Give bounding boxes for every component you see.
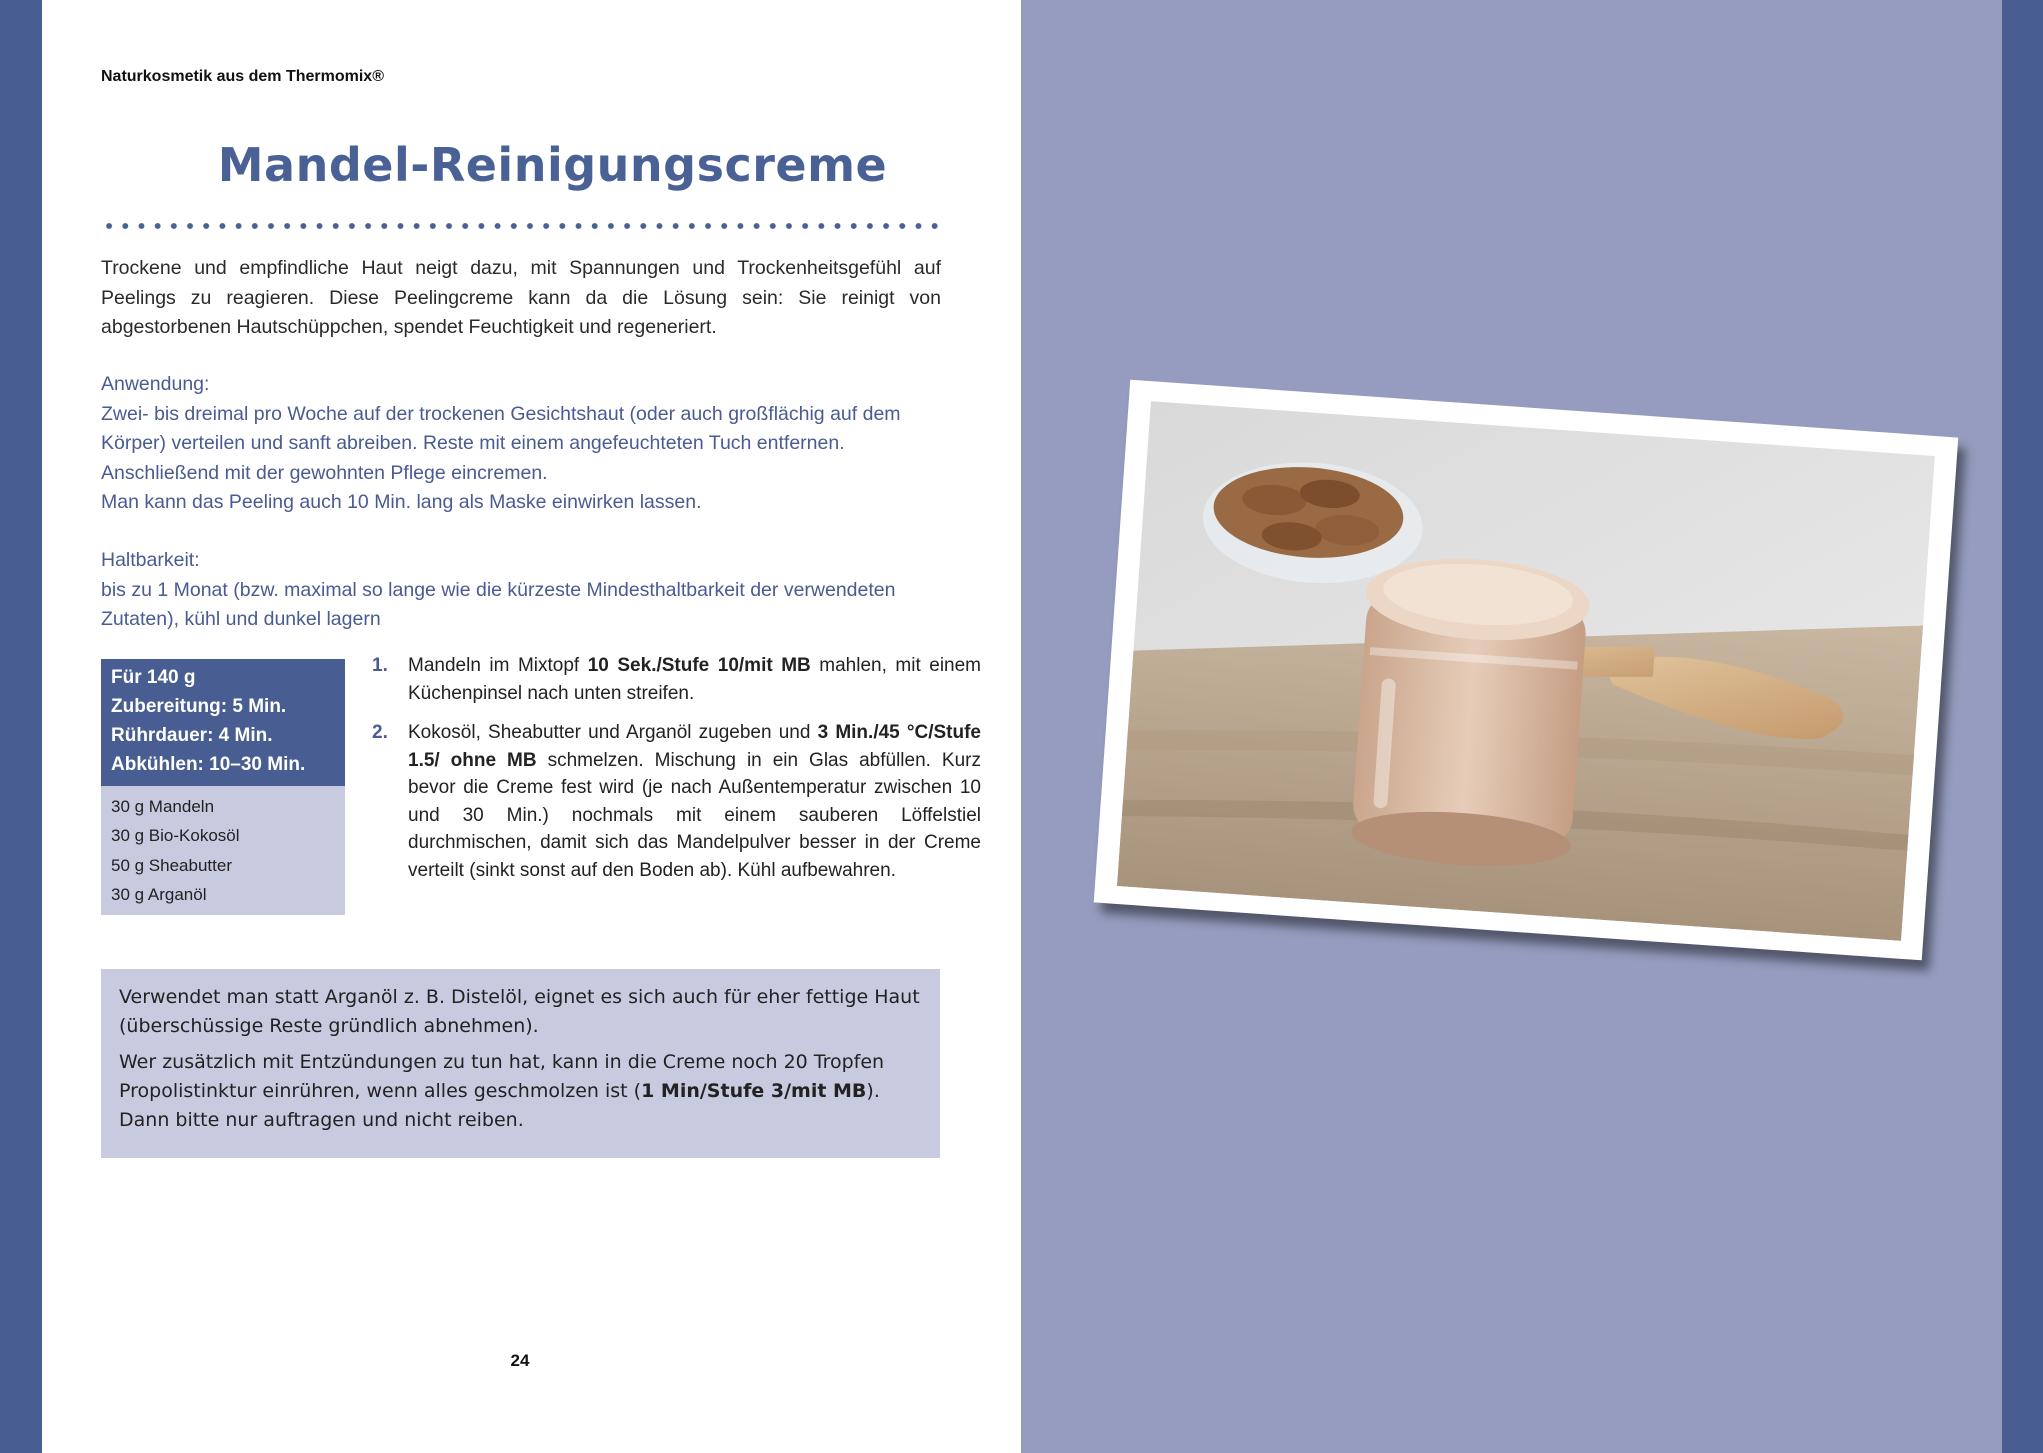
recipe-title: Mandel-Reinigungscreme xyxy=(217,138,888,192)
usage-text: Zwei- bis dreimal pro Woche auf der trockenen Gesichtshaut (oder auch großflächig auf dem Körper) verteilen und sanft abreiben. Reste mit einem angefeuchteten Tuch entfernen. Anschließend mit der gewohnten Pflege eincremen. xyxy=(101,402,901,484)
tip-paragraph xyxy=(119,1048,922,1135)
recipe-info-header xyxy=(101,659,345,786)
step-1 xyxy=(372,652,981,707)
yield: Für 140 g xyxy=(111,667,196,688)
usage-heading: Anwendung: xyxy=(101,373,210,395)
step-text: mahlen, mit einem Küchenpinsel nach unten streifen. xyxy=(408,655,981,704)
usage-section xyxy=(101,370,941,518)
instruction-steps xyxy=(372,652,981,896)
left-page-edge xyxy=(0,0,42,1453)
tip-text: Wer zusätzlich mit Entzündungen zu tun hat, kann in die Creme noch 20 Tropfen Propolistinktur einrühren, wenn alles geschmolzen ist ( xyxy=(119,1051,885,1102)
usage-text-mask: Man kann das Peeling auch 10 Min. lang als Maske einwirken lassen. xyxy=(101,491,702,513)
step-2 xyxy=(372,719,981,884)
step-text: Kokosöl, Sheabutter und Arganöl zugeben und xyxy=(408,722,818,743)
almond-cream-jar-image xyxy=(1117,401,1935,941)
ingredient-item: 30 g Arganöl xyxy=(111,884,207,904)
ingredient-list xyxy=(101,786,345,915)
dotted-divider xyxy=(101,220,941,232)
tip-paragraph: Verwendet man statt Arganöl z. B. Distelöl, eignet es sich auch für eher fettige Haut (überschüssige Reste gründlich abnehmen). xyxy=(119,986,920,1037)
shelf-life-section xyxy=(101,546,941,635)
shelf-life-text: bis zu 1 Monat (bzw. maximal so lange wie die kürzeste Mindesthaltbarkeit der verwendeten Zutaten), kühl und dunkel lagern xyxy=(101,578,896,630)
step-number: 1. xyxy=(372,655,388,676)
tip-text: ). Dann bitte nur auftragen und nicht reiben. xyxy=(119,1080,880,1131)
step-text: schmelzen. Mischung in ein Glas abfüllen. Kurz bevor die Creme fest wird (je nach Außentemperatur zwischen 10 und 30 Min.) nochmals mit einem sauberen Löffelstiel durchmischen, damit sich das Mandelpulver besser in der Creme verteilt (sinkt sonst auf den Boden ab). Kühl aufbewahren. xyxy=(408,749,981,881)
right-page-edge xyxy=(2002,0,2043,1453)
tip-setting: 1 Min/Stufe 3/mit MB xyxy=(641,1080,867,1102)
prep-time: Zubereitung: 5 Min. xyxy=(111,696,287,717)
running-head: Naturkosmetik aus dem Thermomix® xyxy=(101,68,384,85)
page-number: 24 xyxy=(510,1351,530,1370)
product-photo xyxy=(1094,380,1959,961)
left-page xyxy=(42,0,1021,1453)
ingredient-item: 30 g Bio-Kokosöl xyxy=(111,826,240,846)
ingredient-item: 30 g Mandeln xyxy=(111,797,215,816)
step-text: Mandeln im Mixtopf xyxy=(408,655,588,676)
stir-time: Rührdauer: 4 Min. xyxy=(111,725,273,746)
recipe-info-box xyxy=(101,659,345,915)
tip-box xyxy=(101,969,940,1158)
step-setting: 10 Sek./Stufe 10/mit MB xyxy=(587,655,811,676)
step-number: 2. xyxy=(372,722,388,743)
shelf-life-heading: Haltbarkeit: xyxy=(101,549,200,571)
ingredient-item: 50 g Sheabutter xyxy=(111,855,232,875)
step-setting: 3 Min./45 °C/Stufe 1.5/ ohne MB xyxy=(408,722,981,771)
intro-paragraph: Trockene und empfindliche Haut neigt dazu, mit Spannungen und Trockenheitsgefühl auf Peelings zu reagieren. Diese Peelingcreme kann da die Lösung sein: Sie reinigt von abgestorbenen Hautschüppchen, spendet Feuchtigkeit und regeneriert. xyxy=(101,257,941,338)
cool-time: Abkühlen: 10–30 Min. xyxy=(111,754,306,775)
